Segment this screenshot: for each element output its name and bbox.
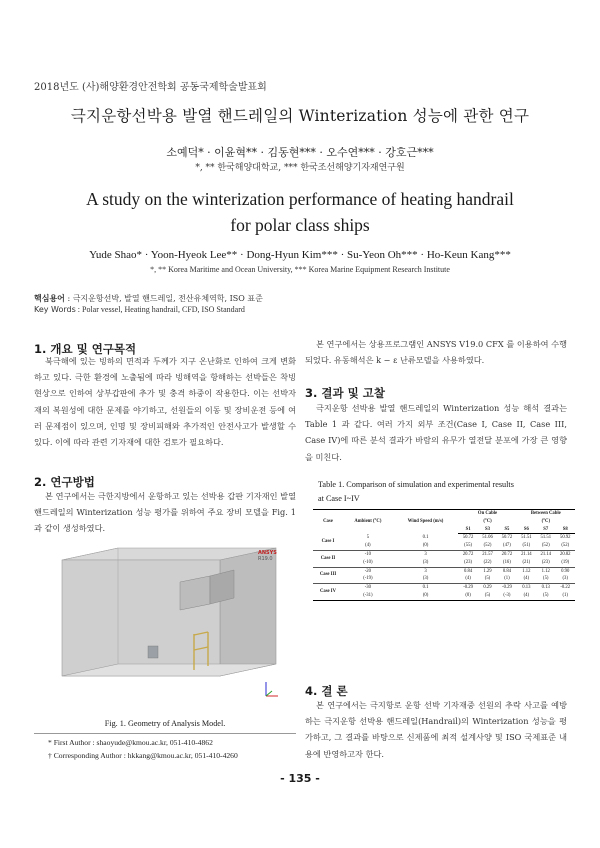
ansys-label: ANSYS (258, 550, 277, 556)
table-cell: 1.12 (522, 568, 531, 574)
table-cell: 3 (424, 568, 427, 574)
th-on-cable: On Cable (458, 510, 516, 518)
table-cell: (51) (517, 542, 536, 550)
page-number: - 135 - (280, 772, 320, 785)
table-cell: (0) (393, 592, 459, 600)
table-caption-line2: at Case I~IV (318, 494, 360, 503)
table-cell: (1) (497, 575, 516, 583)
table-cell: (0) (393, 542, 459, 550)
table-cell: (22) (478, 559, 497, 567)
table-cell: (4) (517, 575, 536, 583)
table-cell: 50.72 (462, 535, 474, 541)
section-4-heading: 4. 결 론 (305, 684, 348, 698)
table-cell: -20 (364, 568, 371, 574)
table-cell: 0.1 (422, 585, 429, 591)
table-cell: (52) (555, 542, 575, 550)
korean-affiliation: *, ** 한국해양대학교, *** 한국조선해양기자재연구원 (195, 163, 405, 173)
table-cell: 1.29 (483, 568, 492, 574)
th-col: S1 (458, 526, 477, 534)
table-cell: (52) (478, 542, 497, 550)
table-cell: 0.90 (561, 568, 570, 574)
english-title-line1: A study on the winterization performance of heating handrail (86, 189, 514, 209)
table-cell: 51.51 (521, 535, 532, 541)
table-cell: 0.84 (502, 568, 512, 574)
table-cell: 20.82 (559, 551, 571, 557)
th-col: S8 (555, 526, 575, 534)
table-cell: (3) (393, 559, 459, 567)
table-cell: (3) (555, 575, 575, 583)
th-col: S5 (497, 526, 516, 534)
table-cell: (21) (517, 559, 536, 567)
table-cell: -0.22 (560, 585, 571, 591)
table-cell: 0.29 (483, 585, 492, 591)
conference-header: 2018년도 (사)해양환경안전학회 공동국제학술발표회 (34, 82, 267, 93)
ansys-version: R19.0 (258, 556, 273, 562)
section-1-text: 북극해에 있는 빙하의 면적과 두께가 지구 온난화로 인하여 크게 변화하고 있다. 극한 환경에 노출됨에 따라 빙해역을 항해하는 선박들은 착빙현상으로 인하여 상부갑판에 추가 및 충격 하중이 작용한다. 이는 선박자재의 복원성에 대한 문제를 야기하고, 선원들의 이동 및 장비운전 등에 여러 문제점이 있으며, 인명 및 장비피해와 추가적인 안전사고가 발생할 수 있다. 이에 따라 관련 기자재에 대한 검토가 필요하다. (34, 356, 296, 448)
section-1-body (34, 353, 296, 450)
section-2-text: 본 연구에서는 극한지방에서 운항하고 있는 선박용 갑판 기자재인 발열 핸드레일의 Winterization 성능 평가를 위하여 주요 장비 모델을 Fig. 1 과 같이 생성하였다. (34, 491, 296, 534)
table-cell: -0.29 (502, 585, 512, 591)
english-affiliation: *, ** Korea Maritime and Ocean University, *** Korea Marine Equipment Research Institute (150, 265, 450, 274)
table-cell: 50.92 (559, 535, 571, 541)
th-ambient: Ambient (°C) (343, 510, 393, 534)
table-cell: (23) (458, 559, 477, 567)
table-cell: (5) (478, 575, 497, 583)
right-intro-body (305, 336, 567, 368)
table-cell: 50.72 (501, 535, 513, 541)
table-caption-line1: Table 1. Comparison of simulation and experimental results (318, 480, 514, 489)
english-title (0, 186, 600, 238)
table-cell-case: Case IV (313, 584, 343, 601)
korean-title: 극지운항선박용 발열 핸드레일의 Winterization 성능에 관한 연구 (70, 107, 530, 125)
table-cell: 51.06 (482, 535, 493, 541)
table-cell: 21.14 (521, 551, 532, 557)
table-cell: (0) (458, 592, 477, 600)
table-cell: 0.13 (522, 585, 531, 591)
table-cell: -30 (364, 585, 371, 591)
th-between-cable: Between Cable (517, 510, 575, 518)
table-cell: 0.13 (541, 585, 550, 591)
table-cell: (5) (536, 592, 555, 600)
table-cell: (4) (458, 575, 477, 583)
korean-authors: 소예덕* · 이윤혁** · 김동현*** · 오수연*** · 강호근*** (166, 146, 434, 159)
table-cell: (19) (555, 559, 575, 567)
section-4-text: 본 연구에서는 극지항로 운항 선박 기자재중 선원의 추락 사고를 예방하는 극지운항 선박용 핸드레일(Handrail)의 Winterization 성능을 평가하고, 그 결과를 바탕으로 신제품에 최적 설계사양 및 ISO 국제표준 내용에 반영하고자 한다. (305, 700, 567, 759)
section-2-body (34, 488, 296, 537)
analysis-model-figure (48, 546, 284, 708)
keywords-english-text: : Polar vessel, Heating handrail, CFD, ISO Standard (75, 305, 245, 314)
table-cell: (-10) (343, 559, 393, 567)
table-cell: (1) (555, 592, 575, 600)
th-col: S7 (536, 526, 555, 534)
keywords-english (34, 305, 245, 314)
table-cell: (16) (497, 559, 516, 567)
table-cell: (3) (393, 575, 459, 583)
table-cell: (-19) (343, 575, 393, 583)
results-table (313, 509, 575, 601)
ansys-logo (258, 550, 277, 562)
geometry-render (48, 546, 284, 708)
table-cell: (5) (478, 592, 497, 600)
section-2-heading: 2. 연구방법 (34, 475, 95, 489)
th-unit-on: (°C) (483, 518, 492, 524)
table-cell: (4) (517, 592, 536, 600)
table-cell: 0.1 (422, 535, 429, 541)
table-cell: 21.57 (482, 551, 493, 557)
table-cell: -0.29 (463, 585, 473, 591)
section-1-heading: 1. 개요 및 연구목적 (34, 342, 137, 356)
table-cell: 51.51 (540, 535, 552, 541)
section-3-text: 극지운항 선박용 발열 핸드레일의 Winterization 성능 해석 결과는 Table 1 과 같다. 여러 가지 외부 조건(Case I, Case II, Case III, Case IV)에 따른 분석 결과가 바람의 유무가 열전달 분포에 가장 큰 영향을 미친다. (305, 403, 567, 462)
footnote-corresponding: † Corresponding Author : hkkang@kmou.ac.kr, 051-410-4260 (48, 751, 238, 760)
th-unit-between: (°C) (541, 518, 551, 524)
th-wind: Wind Speed (m/s) (393, 510, 459, 534)
table-cell: 20.72 (501, 551, 513, 557)
table-cell: (5) (536, 575, 555, 583)
table-cell-case: Case I (313, 534, 343, 551)
keywords-korean-text: : 극지운항선박, 발열 핸드레일, 전산유체역학, ISO 표준 (64, 294, 263, 303)
keywords-korean-label: 핵심용어 (34, 294, 65, 303)
table-cell: (52) (536, 542, 555, 550)
table-cell: (47) (497, 542, 516, 550)
table-cell: -10 (364, 551, 371, 557)
table-cell: 3 (424, 551, 427, 557)
table-cell: 21.14 (540, 551, 552, 557)
section-3-heading: 3. 결과 및 고찰 (305, 386, 385, 400)
table-cell-case: Case III (313, 567, 343, 584)
table-caption (318, 478, 568, 506)
th-col: S3 (478, 526, 497, 534)
english-title-line2: for polar class ships (230, 215, 370, 235)
section-4-body (305, 697, 567, 762)
figure-caption: Fig. 1. Geometry of Analysis Model. (104, 719, 226, 728)
th-col: S6 (517, 526, 536, 534)
table-cell: (-3) (497, 592, 516, 600)
th-case: Case (313, 510, 343, 534)
table-cell-case: Case II (313, 550, 343, 567)
table-cell: 5 (366, 535, 370, 541)
table-cell: 0.84 (463, 568, 473, 574)
table-cell: (55) (458, 542, 477, 550)
footnote-first-author: * First Author : shaoyude@kmou.ac.kr, 051-410-4862 (48, 738, 213, 747)
right-intro-text: 본 연구에서는 상용프로그램인 ANSYS V19.0 CFX 를 이용하여 수행되었다. 유동해석은 k − ε 난류모델을 사용하였다. (305, 339, 567, 366)
table-cell: (-31) (343, 592, 393, 600)
table-cell: 20.72 (462, 551, 474, 557)
keywords-english-label: Key Words (34, 305, 76, 314)
table-cell: (4) (343, 542, 393, 550)
section-3-body (305, 400, 567, 465)
footnote-rule (34, 733, 296, 734)
english-authors: Yude Shao* · Yoon-Hyeok Lee** · Dong-Hyun Kim*** · Su-Yeon Oh*** · Ho-Keun Kang*** (89, 249, 511, 261)
keywords-korean (34, 293, 263, 304)
table-cell: 1.12 (541, 568, 550, 574)
table-cell: (23) (536, 559, 555, 567)
